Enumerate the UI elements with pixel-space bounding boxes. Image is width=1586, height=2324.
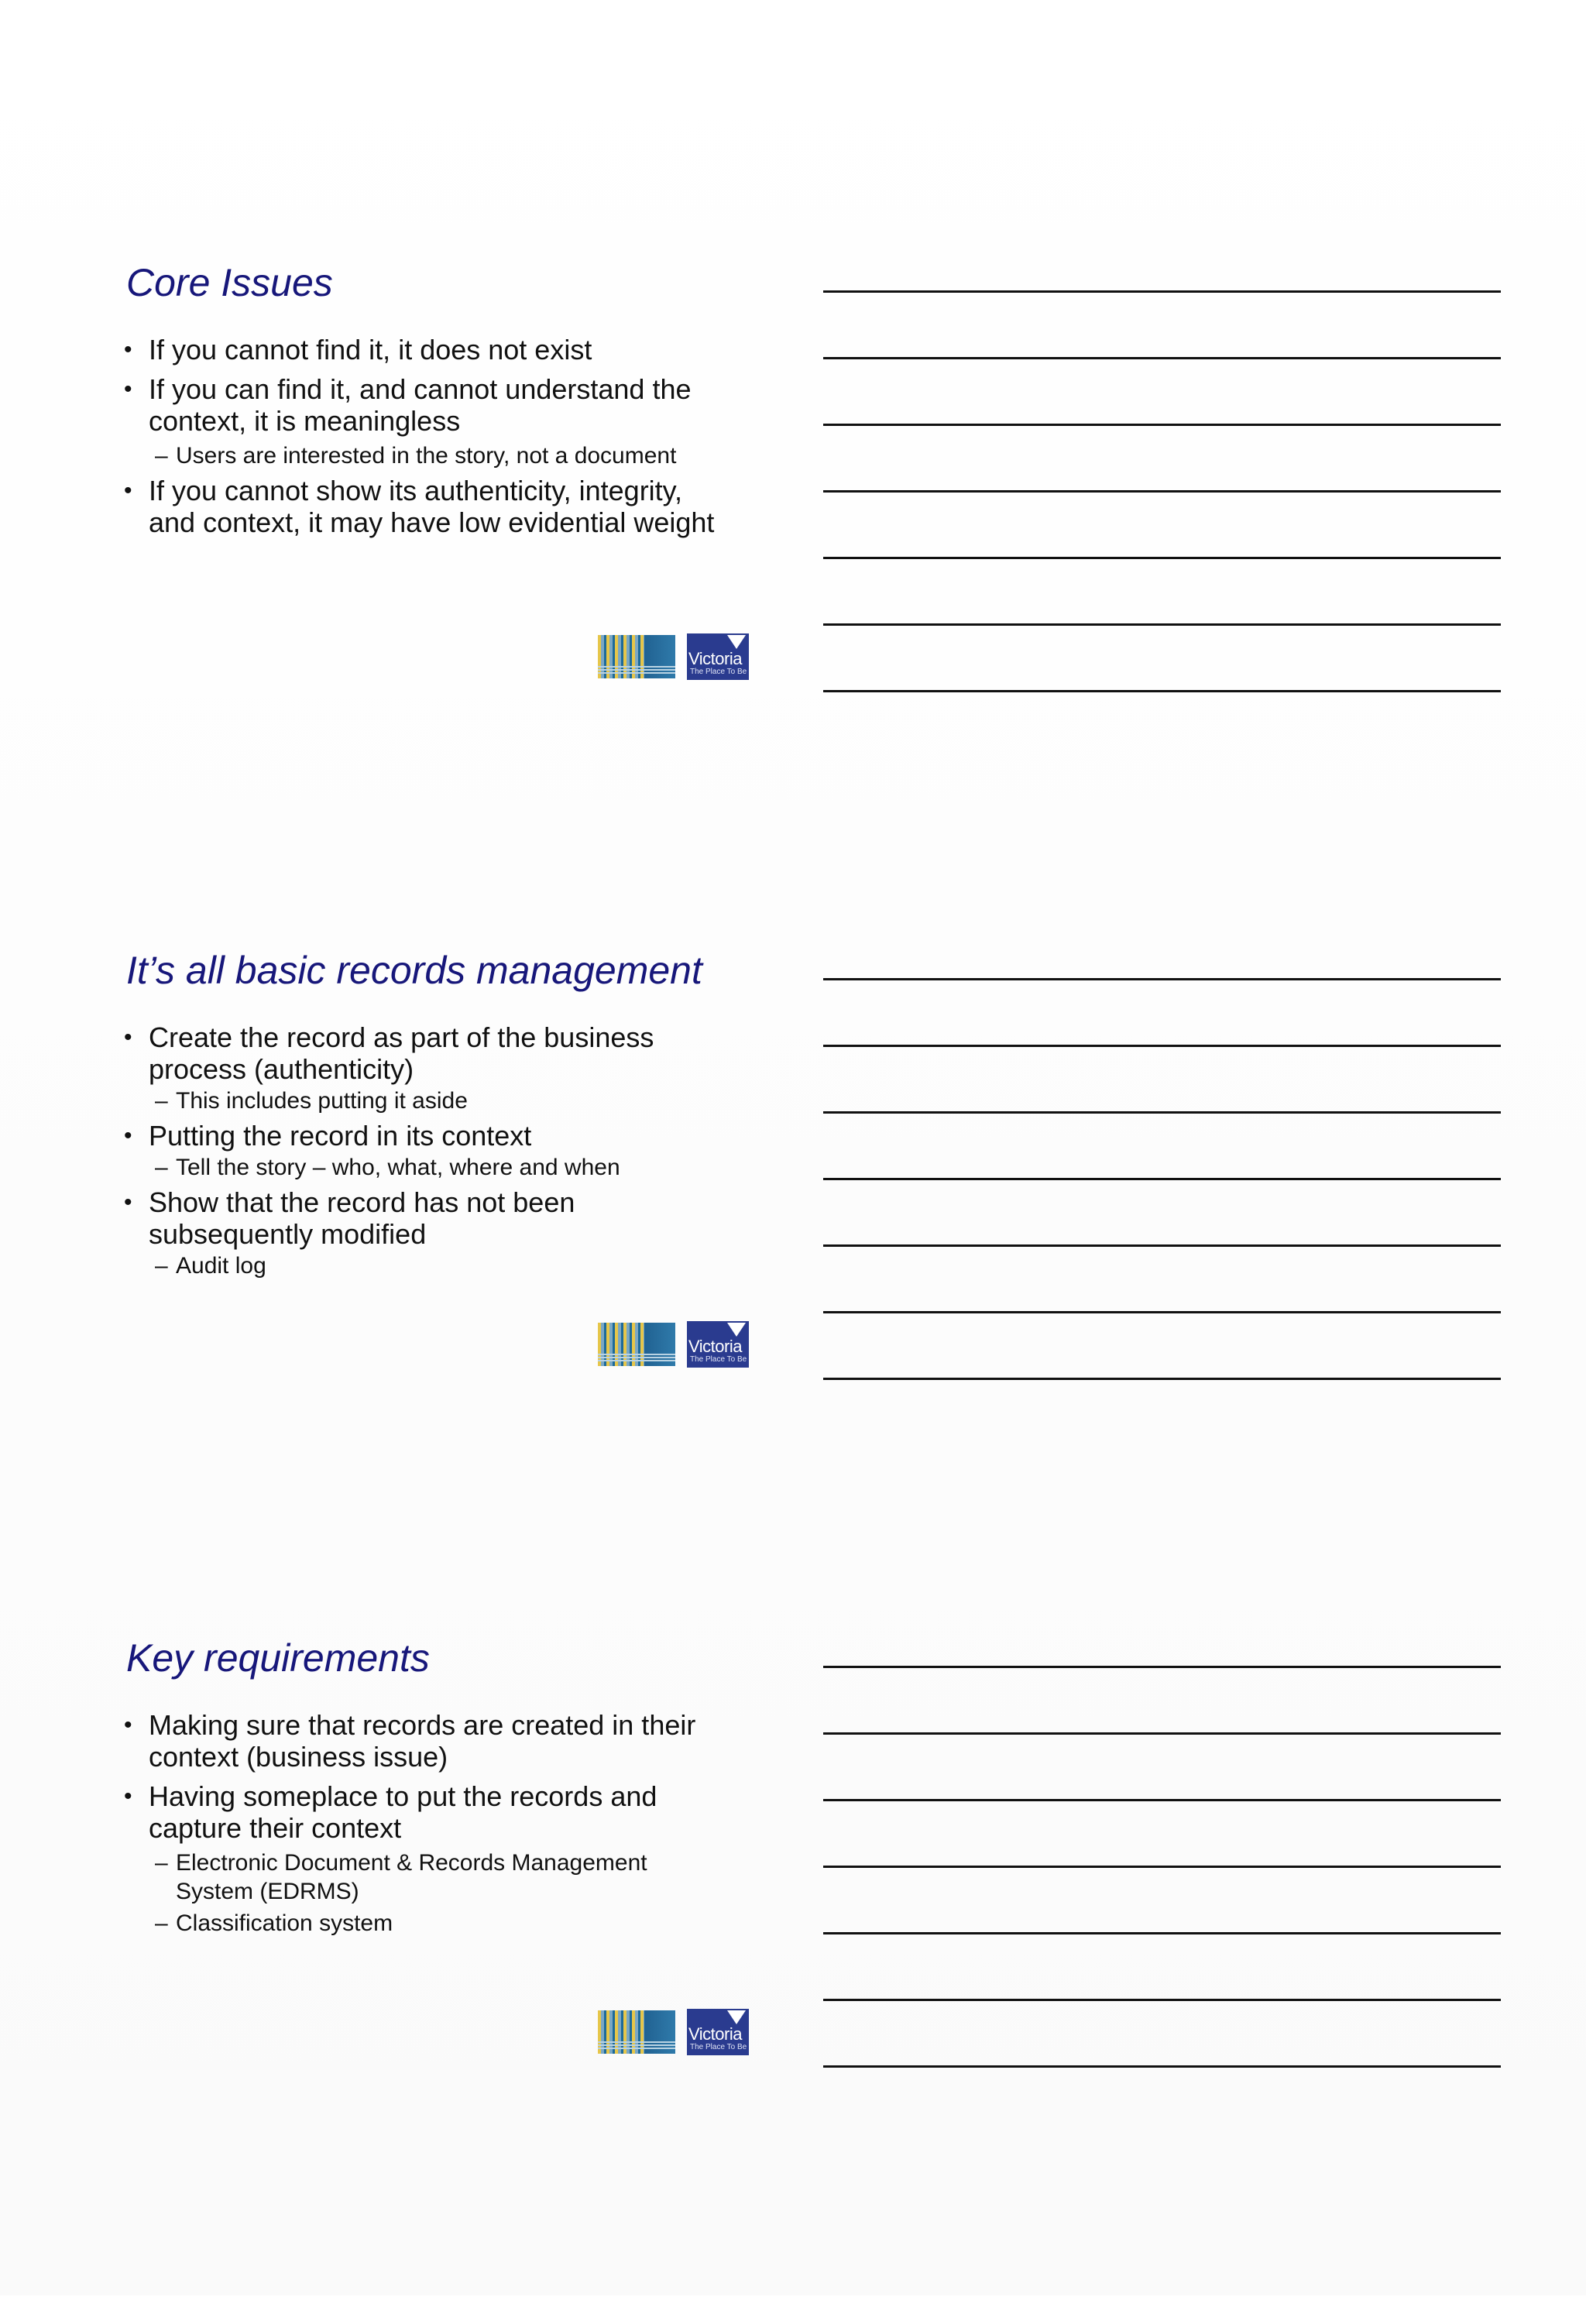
note-line [823, 1999, 1501, 2001]
dash-marker: – [155, 1155, 168, 1180]
note-line [823, 357, 1501, 359]
bullet-text: Electronic Document & Records Management System (EDRMS) [176, 1850, 647, 1904]
victoria-logo: Victoria The Place To Be [687, 633, 749, 680]
logo-group [598, 633, 749, 680]
note-line [823, 1732, 1501, 1735]
public-record-office-logo [598, 1323, 675, 1366]
bullet-text: Having someplace to put the records and capture their context [149, 1780, 657, 1844]
note-line [823, 1045, 1501, 1047]
note-line [823, 1378, 1501, 1380]
dash-marker: – [155, 1088, 168, 1114]
slide-basic-records-management [0, 947, 1586, 1636]
public-record-office-logo [598, 2010, 675, 2054]
note-line [823, 1111, 1501, 1114]
slide-key-requirements [0, 1635, 1586, 2324]
slide-title: Core Issues [126, 261, 333, 304]
bullet-item [124, 1709, 728, 1773]
sub-bullet-item [124, 1909, 728, 1938]
note-line [823, 424, 1501, 426]
note-line [823, 978, 1501, 980]
note-line [823, 1311, 1501, 1313]
bullet-text: If you cannot show its authenticity, integrity, and context, it may have low evidential weight [149, 475, 715, 538]
bullet-text: If you cannot find it, it does not exist [149, 334, 592, 366]
bullet-item [124, 373, 728, 437]
note-line [823, 1866, 1501, 1868]
bullet-item [124, 475, 728, 538]
bullet-item [124, 1186, 728, 1250]
sub-bullet-item [124, 1086, 728, 1115]
note-line [823, 1799, 1501, 1801]
sub-bullet-item [124, 1849, 728, 1906]
note-line [823, 2065, 1501, 2068]
bullet-text: This includes putting it aside [176, 1088, 468, 1114]
bullet-text: Putting the record in its context [149, 1120, 532, 1152]
bullet-list [124, 1709, 728, 1942]
dash-marker: – [155, 1910, 168, 1936]
bullet-item [124, 1120, 728, 1152]
victoria-logo: Victoria The Place To Be [687, 2009, 749, 2055]
sub-bullet-item [124, 1153, 728, 1182]
bullet-list [124, 1021, 728, 1285]
note-line [823, 623, 1501, 626]
logo-group [598, 2009, 749, 2055]
note-line [823, 690, 1501, 692]
bullet-text: Audit log [176, 1253, 266, 1279]
bullet-list [124, 334, 728, 546]
logo-group [598, 1321, 749, 1368]
dash-marker: – [155, 443, 168, 469]
bullet-text: Users are interested in the story, not a document [176, 443, 677, 469]
sub-bullet-item [124, 441, 728, 470]
slide-title: It’s all basic records management [126, 949, 702, 992]
bullet-text: Making sure that records are created in their context (business issue) [149, 1709, 696, 1773]
victoria-logo: Victoria The Place To Be [687, 1321, 749, 1368]
note-line [823, 1178, 1501, 1180]
note-line [823, 1932, 1501, 1934]
note-line [823, 1666, 1501, 1668]
public-record-office-logo [598, 635, 675, 678]
slide-core-issues [0, 259, 1586, 949]
dash-marker: – [155, 1253, 168, 1279]
bullet-item [124, 1780, 728, 1844]
bullet-text: Classification system [176, 1910, 393, 1936]
dash-marker: – [155, 1850, 168, 1876]
bullet-item [124, 334, 728, 366]
bullet-text: Show that the record has not been subsequently modified [149, 1186, 575, 1250]
bullet-text: Tell the story – who, what, where and when [176, 1155, 620, 1180]
slide-title: Key requirements [126, 1636, 430, 1680]
bullet-text: Create the record as part of the business process (authenticity) [149, 1021, 654, 1085]
note-line [823, 290, 1501, 293]
note-line [823, 490, 1501, 493]
note-line [823, 557, 1501, 559]
bullet-item [124, 1021, 728, 1085]
sub-bullet-item [124, 1251, 728, 1280]
note-line [823, 1244, 1501, 1247]
bullet-text: If you can find it, and cannot understand the context, it is meaningless [149, 373, 692, 437]
